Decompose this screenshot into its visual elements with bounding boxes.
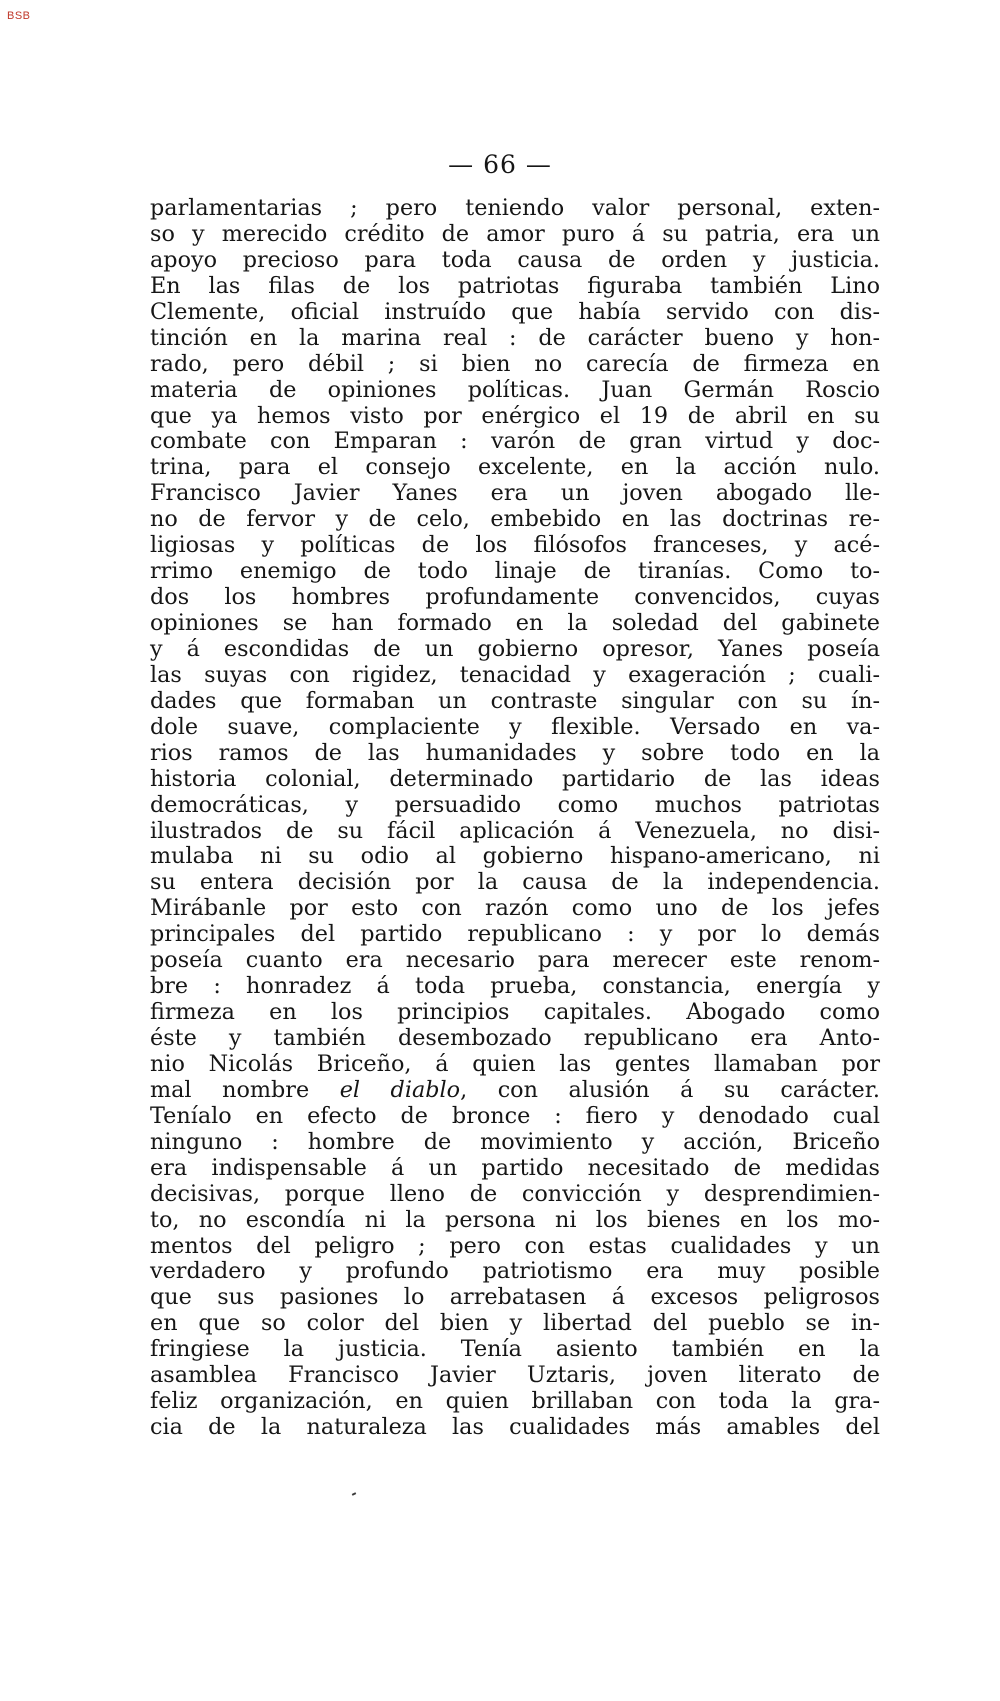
text-line: to, no escondía ni la persona ni los bienes en los mo- <box>150 1206 880 1233</box>
text-line: las suyas con rigidez, tenacidad y exageración ; cuali- <box>150 661 880 688</box>
text-line: ligiosas y políticas de los filósofos franceses, y acé- <box>150 532 880 559</box>
text-line: éste y también desembozado republicano era Anto- <box>150 1025 880 1051</box>
text-line: trina, para el consejo excelente, en la acción nulo. <box>150 454 880 481</box>
text-line: cia de la naturaleza las cualidades más amables del <box>150 1414 880 1441</box>
italic-phrase: el diablo <box>339 1076 461 1103</box>
body-text <box>150 196 880 1441</box>
text-line: En las filas de los patriotas figuraba también Lino <box>150 272 880 299</box>
text-line: firmeza en los principios capitales. Abogado como <box>150 999 880 1026</box>
page-number: — 66 — <box>448 150 552 179</box>
text-line: dole suave, complaciente y flexible. Versado en va- <box>150 713 880 740</box>
text-line: Clemente, oficial instruído que había servido con dis- <box>150 298 880 325</box>
text-line: tinción en la marina real : de carácter bueno y hon- <box>150 324 880 351</box>
text-line: no de fervor y de celo, embebido en las doctrinas re- <box>150 506 880 533</box>
text-line: y á escondidas de un gobierno opresor, Yanes poseía <box>150 635 880 662</box>
text-line: que sus pasiones lo arrebatasen á excesos peligrosos <box>150 1284 880 1311</box>
library-stamp: BSB <box>7 10 31 22</box>
text-line: fringiese la justicia. Tenía asiento también en la <box>150 1336 880 1363</box>
text-line <box>150 1078 880 1104</box>
text-line: en que so color del bien y libertad del pueblo se in- <box>150 1310 880 1337</box>
text-line: feliz organización, en quien brillaban con toda la gra- <box>150 1388 880 1415</box>
text-line: dos los hombres profundamente convencidos, cuyas <box>150 584 880 611</box>
text-line: poseía cuanto era necesario para merecer este renom- <box>150 947 880 974</box>
text-line: era indispensable á un partido necesitado de medidas <box>150 1154 880 1181</box>
text-line: principales del partido republicano : y por lo demás <box>150 921 880 948</box>
text-line: asamblea Francisco Javier Uztaris, joven literato de <box>150 1362 880 1389</box>
text-line: materia de opiniones políticas. Juan Germán Roscio <box>150 376 880 403</box>
text-line: bre : honradez á toda prueba, constancia, energía y <box>150 973 880 1000</box>
text-line: historia colonial, determinado partidario de las ideas <box>150 765 880 792</box>
text-line: so y merecido crédito de amor puro á su patria, era un <box>150 220 880 247</box>
text-line: que ya hemos visto por enérgico el 19 de abril en su <box>150 402 880 429</box>
text-line: rrimo enemigo de todo linaje de tiranías. Como to- <box>150 558 880 585</box>
text-line: verdadero y profundo patriotismo era muy posible <box>150 1258 880 1285</box>
text-line: parlamentarias ; pero teniendo valor personal, exten- <box>150 195 880 221</box>
text-line: nio Nicolás Briceño, á quien las gentes llamaban por <box>150 1050 880 1077</box>
text-line: combate con Emparan : varón de gran virtud y doc- <box>150 428 880 455</box>
text-line: su entera decisión por la causa de la independencia. <box>150 869 880 896</box>
text-line: dades que formaban un contraste singular con su ín- <box>150 687 880 714</box>
text-line: opiniones se han formado en la soledad del gabinete <box>150 610 880 636</box>
text-line: rado, pero débil ; si bien no carecía de firmeza en <box>150 350 880 377</box>
text-line: decisivas, porque lleno de convicción y desprendimien- <box>150 1180 880 1207</box>
text-line: ilustrados de su fácil aplicación á Venezuela, no disi- <box>150 817 880 844</box>
scan-speck <box>352 1492 356 1496</box>
text-line: rios ramos de las humanidades y sobre todo en la <box>150 739 880 766</box>
text-line: Mirábanle por esto con razón como uno de los jefes <box>150 895 880 922</box>
text-line: Francisco Javier Yanes era un joven abogado lle- <box>150 480 880 507</box>
text-line: mulaba ni su odio al gobierno hispano-americano, ni <box>150 843 880 870</box>
text-fragment: mal nombre <box>150 1076 340 1103</box>
text-line: mentos del peligro ; pero con estas cualidades y un <box>150 1232 880 1259</box>
text-line: Teníalo en efecto de bronce : fiero y denodado cual <box>150 1102 880 1129</box>
text-fragment: , con alusión á su carácter. <box>460 1076 880 1103</box>
text-line: apoyo precioso para toda causa de orden y justicia. <box>150 246 880 273</box>
text-line: ninguno : hombre de movimiento y acción, Briceño <box>150 1128 880 1155</box>
text-line: democráticas, y persuadido como muchos patriotas <box>150 791 880 818</box>
